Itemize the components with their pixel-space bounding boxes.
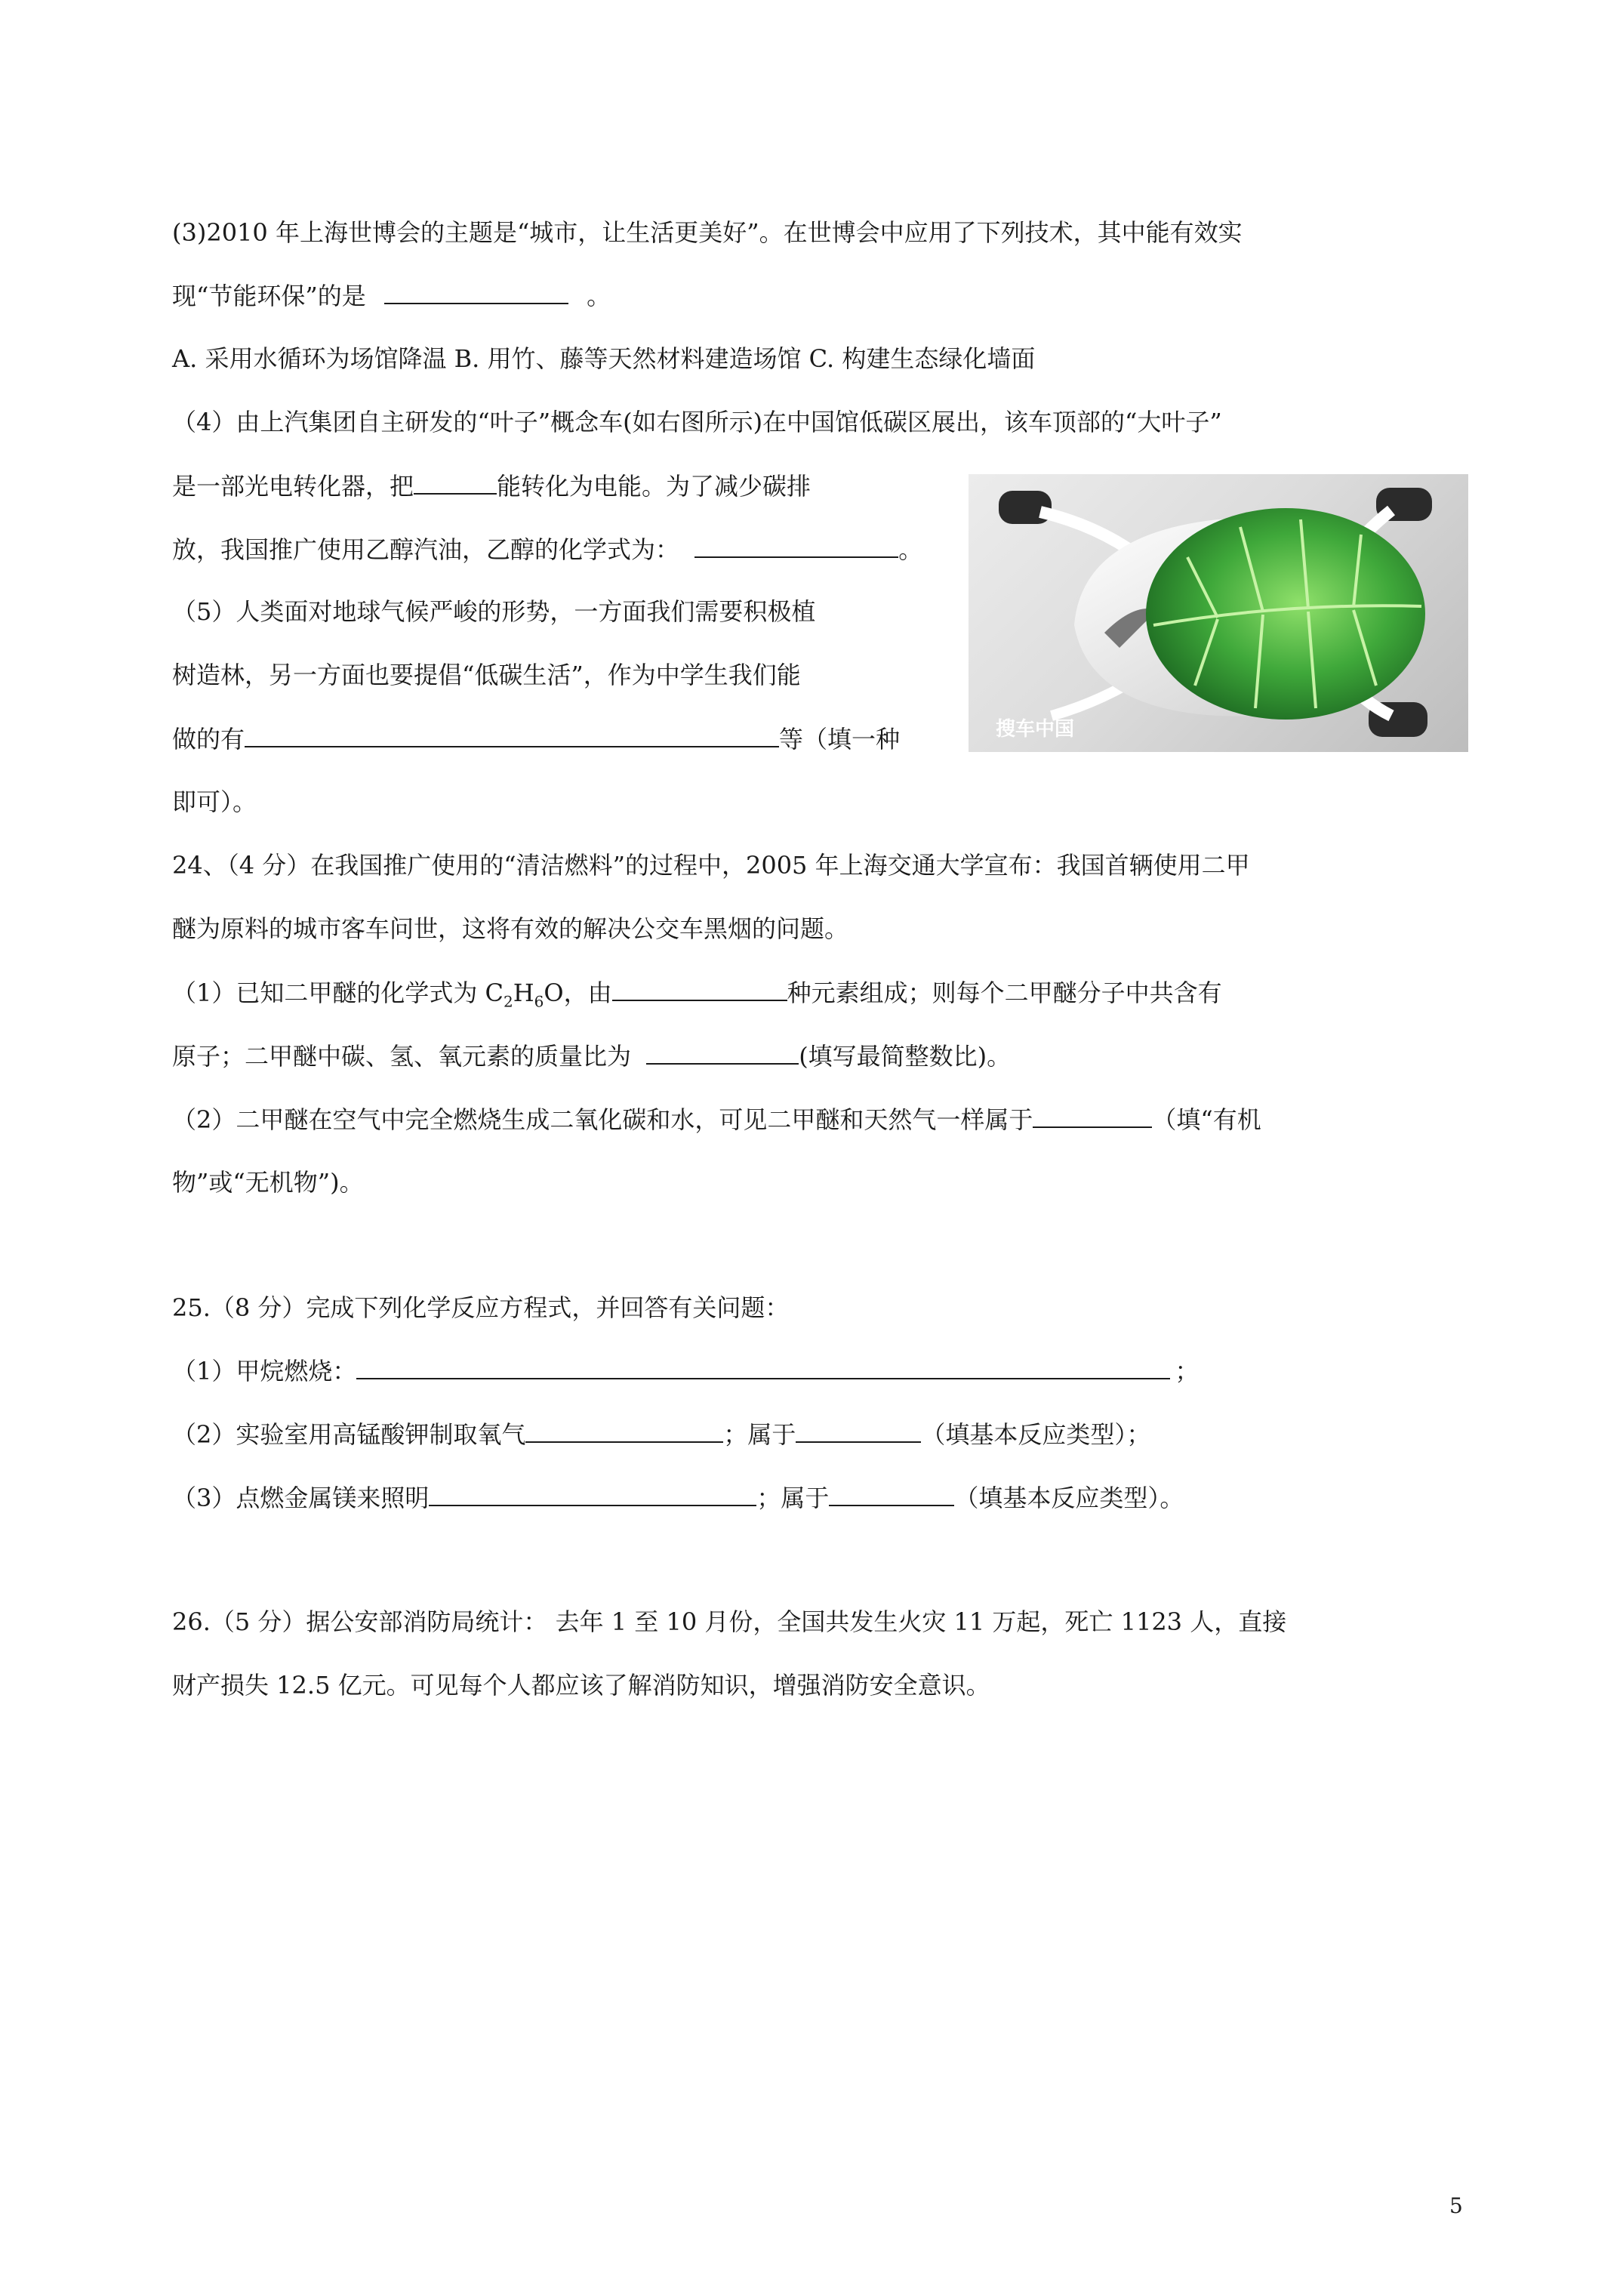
q24-part2-line1 (172, 1102, 1261, 1136)
q23-part3-line2 (172, 279, 611, 313)
q24-formula-tail: O，由 (544, 978, 612, 1007)
q25-intro: 25.（8 分）完成下列化学反应方程式，并回答有关问题： (172, 1293, 790, 1322)
q24-part1-line2 (172, 1039, 1011, 1073)
q23-part3-prompt: 现“节能环保”的是 (172, 282, 366, 310)
q23-part3-options: A. 采用水循环为场馆降温 B. 用竹、藤等天然材料建造场馆 C. 构建生态绿化墙面 (172, 344, 1036, 373)
q24-part1-prompt-c: 原子；二甲醚中碳、氢、氧元素的质量比为 (172, 1042, 632, 1071)
q23-part5-line2: 树造林，另一方面也要提倡“低碳生活”，作为中学生我们能 (172, 661, 801, 689)
q23-part5-end: 等（填一种 (779, 725, 901, 754)
q24-part2-prompt: （2）二甲醚在空气中完全燃烧生成二氧化碳和水，可见二甲醚和天然气一样属于 (172, 1105, 1033, 1134)
q26-line2: 财产损失 12.5 亿元。可见每个人都应该了解消防知识，增强消防安全意识。 (172, 1671, 990, 1700)
page-number: 5 (1449, 2193, 1463, 2218)
q25-item3-type-blank[interactable] (829, 1481, 954, 1506)
q23-part5-prompt: 做的有 (172, 725, 245, 754)
leaf-car-illustration (969, 474, 1468, 752)
q24-element-count-blank[interactable] (612, 975, 787, 1001)
q25-item1 (172, 1354, 1199, 1388)
watermark-text: 搜车中国 (996, 718, 1075, 741)
q25-item2-prompt: （2）实验室用高锰酸钾制取氧气 (172, 1420, 526, 1449)
q23-part3-line1: (3)2010 年上海世博会的主题是“城市，让生活更美好”。在世博会中应用了下列技术，其中能有效实 (172, 218, 1243, 247)
q23-part4-energy-blank[interactable] (414, 469, 497, 495)
q23-part4-prompt-a: 是一部光电转化器，把 (172, 472, 414, 501)
q25-item2-end: （填基本反应类型）； (921, 1420, 1151, 1449)
q24-category-blank[interactable] (1033, 1102, 1152, 1128)
q23-part4-line2 (172, 469, 811, 503)
q25-item3-end: （填基本反应类型）。 (954, 1484, 1184, 1512)
q23-part4-prompt-c: 放，我国推广使用乙醇汽油，乙醇的化学式为： (172, 535, 680, 564)
q23-part3-answer-blank[interactable] (384, 279, 568, 304)
q24-intro-line2: 醚为原料的城市客车问世，这将有效的解决公交车黑烟的问题。 (172, 914, 849, 943)
q24-part1-prompt-b: 种元素组成；则每个二甲醚分子中共含有 (787, 978, 1222, 1007)
q24-part1-prompt: （1）已知二甲醚的化学式为 C (172, 978, 504, 1007)
q23-part4-line1: （4）由上汽集团自主研发的“叶子”概念车(如右图所示)在中国馆低碳区展出，该车顶部的“大叶子” (172, 408, 1222, 436)
q25-item3 (172, 1481, 1184, 1515)
q23-part3-end: 。 (587, 282, 611, 310)
q25-item2-mid: ；属于 (723, 1420, 796, 1449)
q25-item3-mid: ；属于 (756, 1484, 830, 1512)
q25-item1-prompt: （1）甲烷燃烧： (172, 1357, 357, 1385)
q24-mass-ratio-blank[interactable] (646, 1039, 799, 1065)
q23-part5-answer-blank[interactable] (245, 722, 779, 747)
q25-item2-type-blank[interactable] (796, 1417, 921, 1443)
q24-part2-line2: 物”或“无机物”)。 (172, 1168, 364, 1197)
q25-item1-end: ； (1175, 1357, 1200, 1385)
leaf-icon (1146, 508, 1425, 720)
q24-part1-line1: （1）已知二甲醚的化学式为 $C_2H_6O$，由 种元素组成；则每个二甲醚分子中共含有 (172, 975, 1222, 1018)
q23-part5-line1: （5）人类面对地球气候严峻的形势，一方面我们需要积极植 (172, 597, 816, 626)
q24-part1-end: (填写最简整数比)。 (799, 1042, 1012, 1071)
q26-line1: 26.（5 分）据公安部消防局统计： 去年 1 至 10 月份，全国共发生火灾 11 万起，死亡 1123 人，直接 (172, 1607, 1287, 1636)
q25-magnesium-equation-blank[interactable] (429, 1481, 756, 1506)
q25-item2 (172, 1417, 1150, 1451)
q25-item3-prompt: （3）点燃金属镁来照明 (172, 1484, 430, 1512)
q23-part4-prompt-b: 能转化为电能。为了减少碳排 (497, 472, 812, 501)
q23-part4-formula-blank[interactable] (694, 532, 898, 558)
q24-intro-line1: 24、（4 分）在我国推广使用的“清洁燃料”的过程中，2005 年上海交通大学宣布：我国首辆使用二甲 (172, 851, 1250, 880)
leaf-concept-car-image (969, 474, 1468, 752)
q25-kmno4-equation-blank[interactable] (525, 1417, 723, 1443)
q23-part5-line3 (172, 722, 900, 756)
q23-part4-end: 。 (898, 535, 923, 564)
q24-part2-hint: （填“有机 (1152, 1105, 1261, 1134)
q23-part4-line3 (172, 532, 922, 566)
q25-methane-equation-blank[interactable] (356, 1354, 1170, 1379)
q23-part5-line4: 即可）。 (172, 787, 257, 816)
